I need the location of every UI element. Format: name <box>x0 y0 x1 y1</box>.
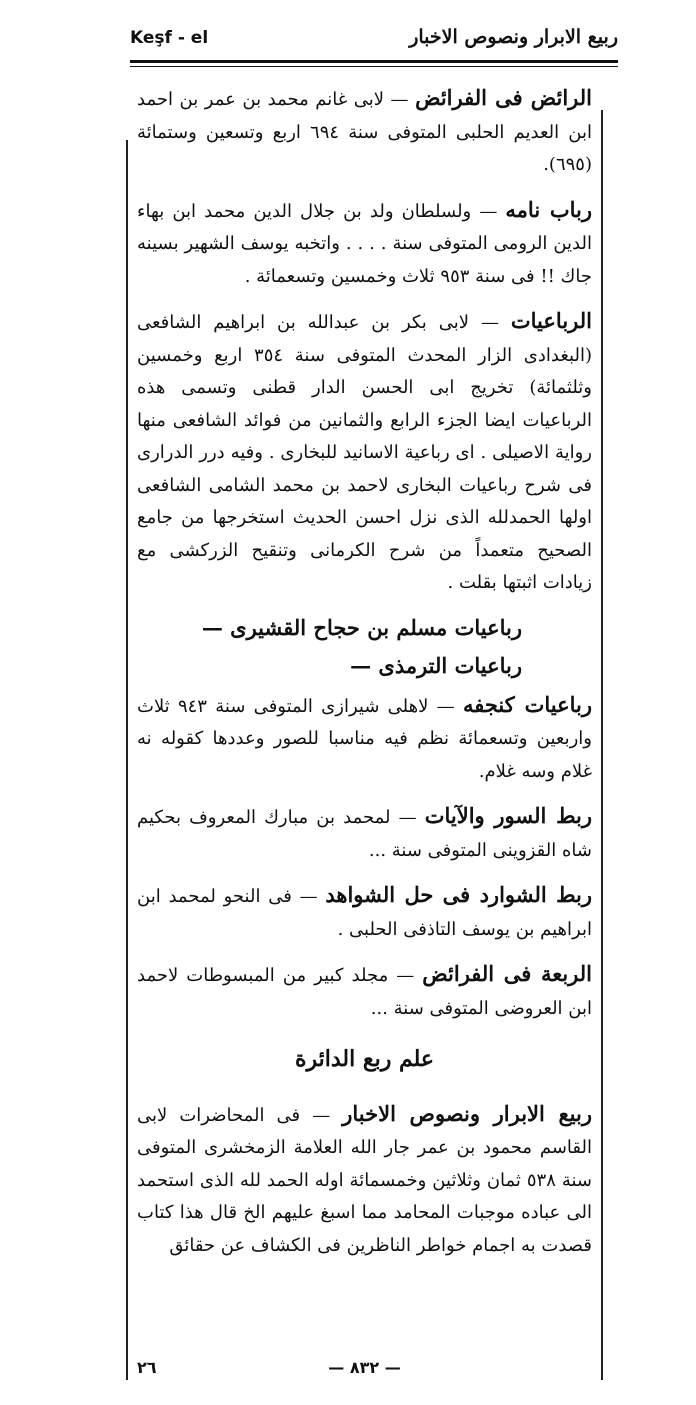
left-margin-rule <box>126 140 128 1380</box>
entry-lemma: رباب نامه <box>505 196 592 222</box>
entry-text: — فى المحاضرات لابى القاسم محمود بن عمر جار الله العلامة الزمخشرى المتوفى سنة ٥٣٨ ثمان وثلاثين وخمسمائة اوله الحمد لله الذى استحمد الى عباده موجبات المحامد مما اسبغ عليهم الخ قال هذا كتاب قصدت به اجمام خواطر الناظرين فى الكشاف عن حقائق <box>137 1104 592 1256</box>
page-number: ٢٦ <box>137 1358 157 1377</box>
entry-text: — لابى بكر بن عبدالله بن ابراهيم الشافعى (البغدادى الزار المحدث المتوفى سنة ٣٥٤ اربع وخمسين وثلثمائة) تخريج ابى الحسن الدار قطنى وتسمى هذه الرباعيات ايضا الجزء الرابع والثمانين من فوائد الشافعى منها رواية الاصيلى . اى رباعية الاسانيد للبخارى . وفيه درر الدرارى فى شرح رباعيات البخارى لاحمد بن محمد الشامى الشافعى اولها الحمدلله الذى نزل احسن الحديث استخرجها من جامع الصحيح متعمداً من شرح الكرمانى وتنقيح الزركشى مع زيادات اثبتها بقلت . <box>137 312 592 593</box>
entry <box>137 1098 592 1263</box>
entry-lemma: الرباعيات <box>510 308 592 333</box>
entry-text: — ولسلطان ولد بن جلال الدين محمد ابن بهاء الدين الرومى المتوفى سنة . . . . واتخبه يوسف الشهير بسينه جاك !! فى سنة ٩٥٣ ثلاث وخمسين وتسعمائة . <box>137 200 592 287</box>
entry-lemma: الربعة فى الفرائض <box>422 961 592 986</box>
header-rule-thick <box>130 60 618 63</box>
entry <box>137 958 592 1025</box>
entry <box>137 800 592 867</box>
entry <box>137 650 592 683</box>
entry-lemma: ربط الشوارد فى حل الشواهد <box>325 882 592 907</box>
entry-lemma: رباعيات كنجفه <box>462 691 592 717</box>
right-margin-rule <box>601 110 603 1380</box>
entry-text: — <box>350 653 379 678</box>
entry-text: — <box>201 614 231 640</box>
entry-lemma: رباعيات مسلم بن حجاح القشيرى <box>230 614 522 640</box>
entry <box>137 82 592 182</box>
entry <box>137 612 592 645</box>
page-footer <box>137 1358 592 1382</box>
entry-lemma: الرائض فى الفرائض <box>415 85 592 110</box>
entry-lemma: ربط السور والآيات <box>424 803 592 828</box>
entry-text: — لابى غانم محمد بن عمر بن احمد ابن العديم الحلبى المتوفى سنة ٦٩٤ اربع وتسعين وستمائة (٦٩٥). <box>137 89 592 175</box>
running-header <box>130 28 618 62</box>
entry-lemma: رباعيات الترمذى <box>378 653 522 678</box>
header-right-text: ربيع الابرار ونصوص الاخبار <box>409 26 618 48</box>
entry <box>137 689 592 789</box>
text-body <box>137 82 592 1274</box>
entry <box>137 879 592 946</box>
header-left-text: Keşf - el <box>130 28 209 48</box>
entry <box>137 194 592 294</box>
entry-text: — لمحمد بن مبارك المعروف بحكيم شاه القزوينى المتوفى سنة ... <box>137 807 592 861</box>
entry-lemma: ربيع الابرار ونصوص الاخبار <box>342 1100 592 1126</box>
header-rule-thin <box>130 66 618 67</box>
folio-number: — ٨٣٢ — <box>328 1358 401 1377</box>
section-title: علم ربع الدائرة <box>294 1046 435 1072</box>
entry-text: — فى النحو لمحمد ابن ابراهيم بن يوسف التاذفى الحلبى . <box>137 886 592 940</box>
entry <box>137 305 592 600</box>
entry-text: — لاهلى شيرازى المتوفى سنة ٩٤٣ ثلاث واربعين وتسعمائة نظم فيه مناسبا للصور وعددها كقوله نه غلام وسه غلام. <box>137 695 592 782</box>
entry-text: — مجلد كبير من المبسوطات لاحمد ابن العروضى المتوفى سنة ... <box>137 965 592 1019</box>
